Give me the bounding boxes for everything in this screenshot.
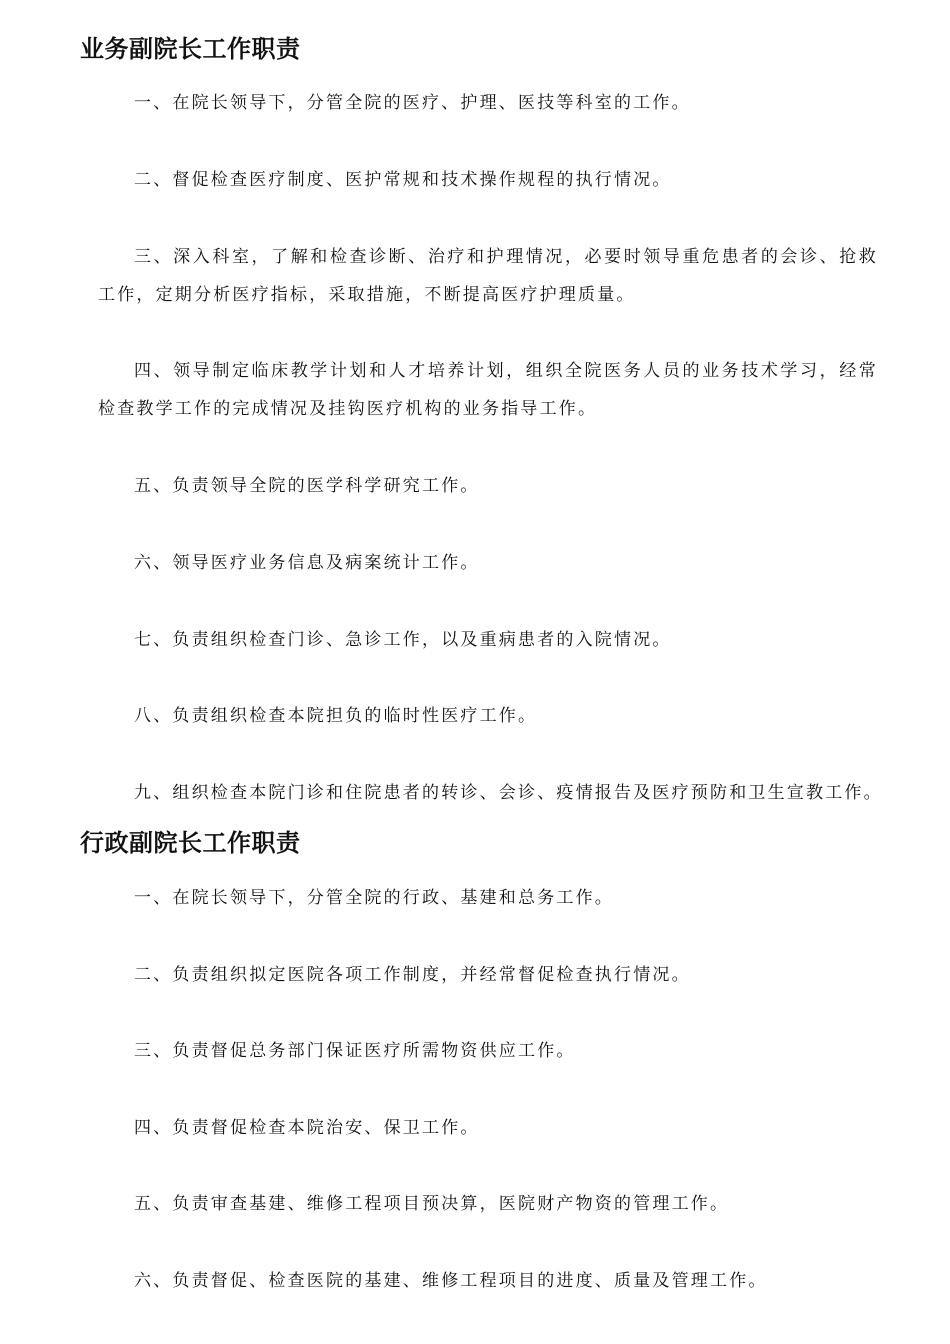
business-duty-9: 九、组织检查本院门诊和住院患者的转诊、会诊、疫情报告及医疗预防和卫生宣教工作。 [134, 783, 883, 803]
business-duty-6: 六、领导医疗业务信息及病案统计工作。 [134, 553, 480, 573]
business-duty-7: 七、负责组织检查门诊、急诊工作，以及重病患者的入院情况。 [134, 630, 672, 650]
business-duty-3: 三、深入科室，了解和检查诊断、治疗和护理情况，必要时领导重危患者的会诊、抢救工作，定期分析医疗指标，采取措施，不断提高医疗护理质量。 [98, 247, 878, 305]
administrative-duty-4: 四、负责督促检查本院治安、保卫工作。 [134, 1118, 480, 1138]
administrative-duty-3: 三、负责督促总务部门保证医疗所需物资供应工作。 [134, 1041, 576, 1061]
administrative-duty-2: 二、负责组织拟定医院各项工作制度，并经常督促检查执行情况。 [134, 965, 691, 985]
administrative-duty-5: 五、负责审查基建、维修工程项目预决算，医院财产物资的管理工作。 [134, 1194, 730, 1214]
business-duty-1: 一、在院长领导下，分管全院的医疗、护理、医技等科室的工作。 [134, 93, 691, 113]
administrative-duty-1: 一、在院长领导下，分管全院的行政、基建和总务工作。 [134, 888, 614, 908]
section-title-administrative: 行政副院长工作职责 [80, 829, 301, 857]
business-duty-2: 二、督促检查医疗制度、医护常规和技术操作规程的执行情况。 [134, 170, 672, 190]
administrative-duty-6: 六、负责督促、检查医院的基建、维修工程项目的进度、质量及管理工作。 [134, 1271, 768, 1291]
business-duty-4: 四、领导制定临床教学计划和人才培养计划，组织全院医务人员的业务技术学习，经常检查教学工作的完成情况及挂钩医疗机构的业务指导工作。 [98, 361, 878, 419]
business-duty-5: 五、负责领导全院的医学科学研究工作。 [134, 476, 480, 496]
section-title-business: 业务副院长工作职责 [80, 35, 301, 63]
business-duty-8: 八、负责组织检查本院担负的临时性医疗工作。 [134, 706, 538, 726]
